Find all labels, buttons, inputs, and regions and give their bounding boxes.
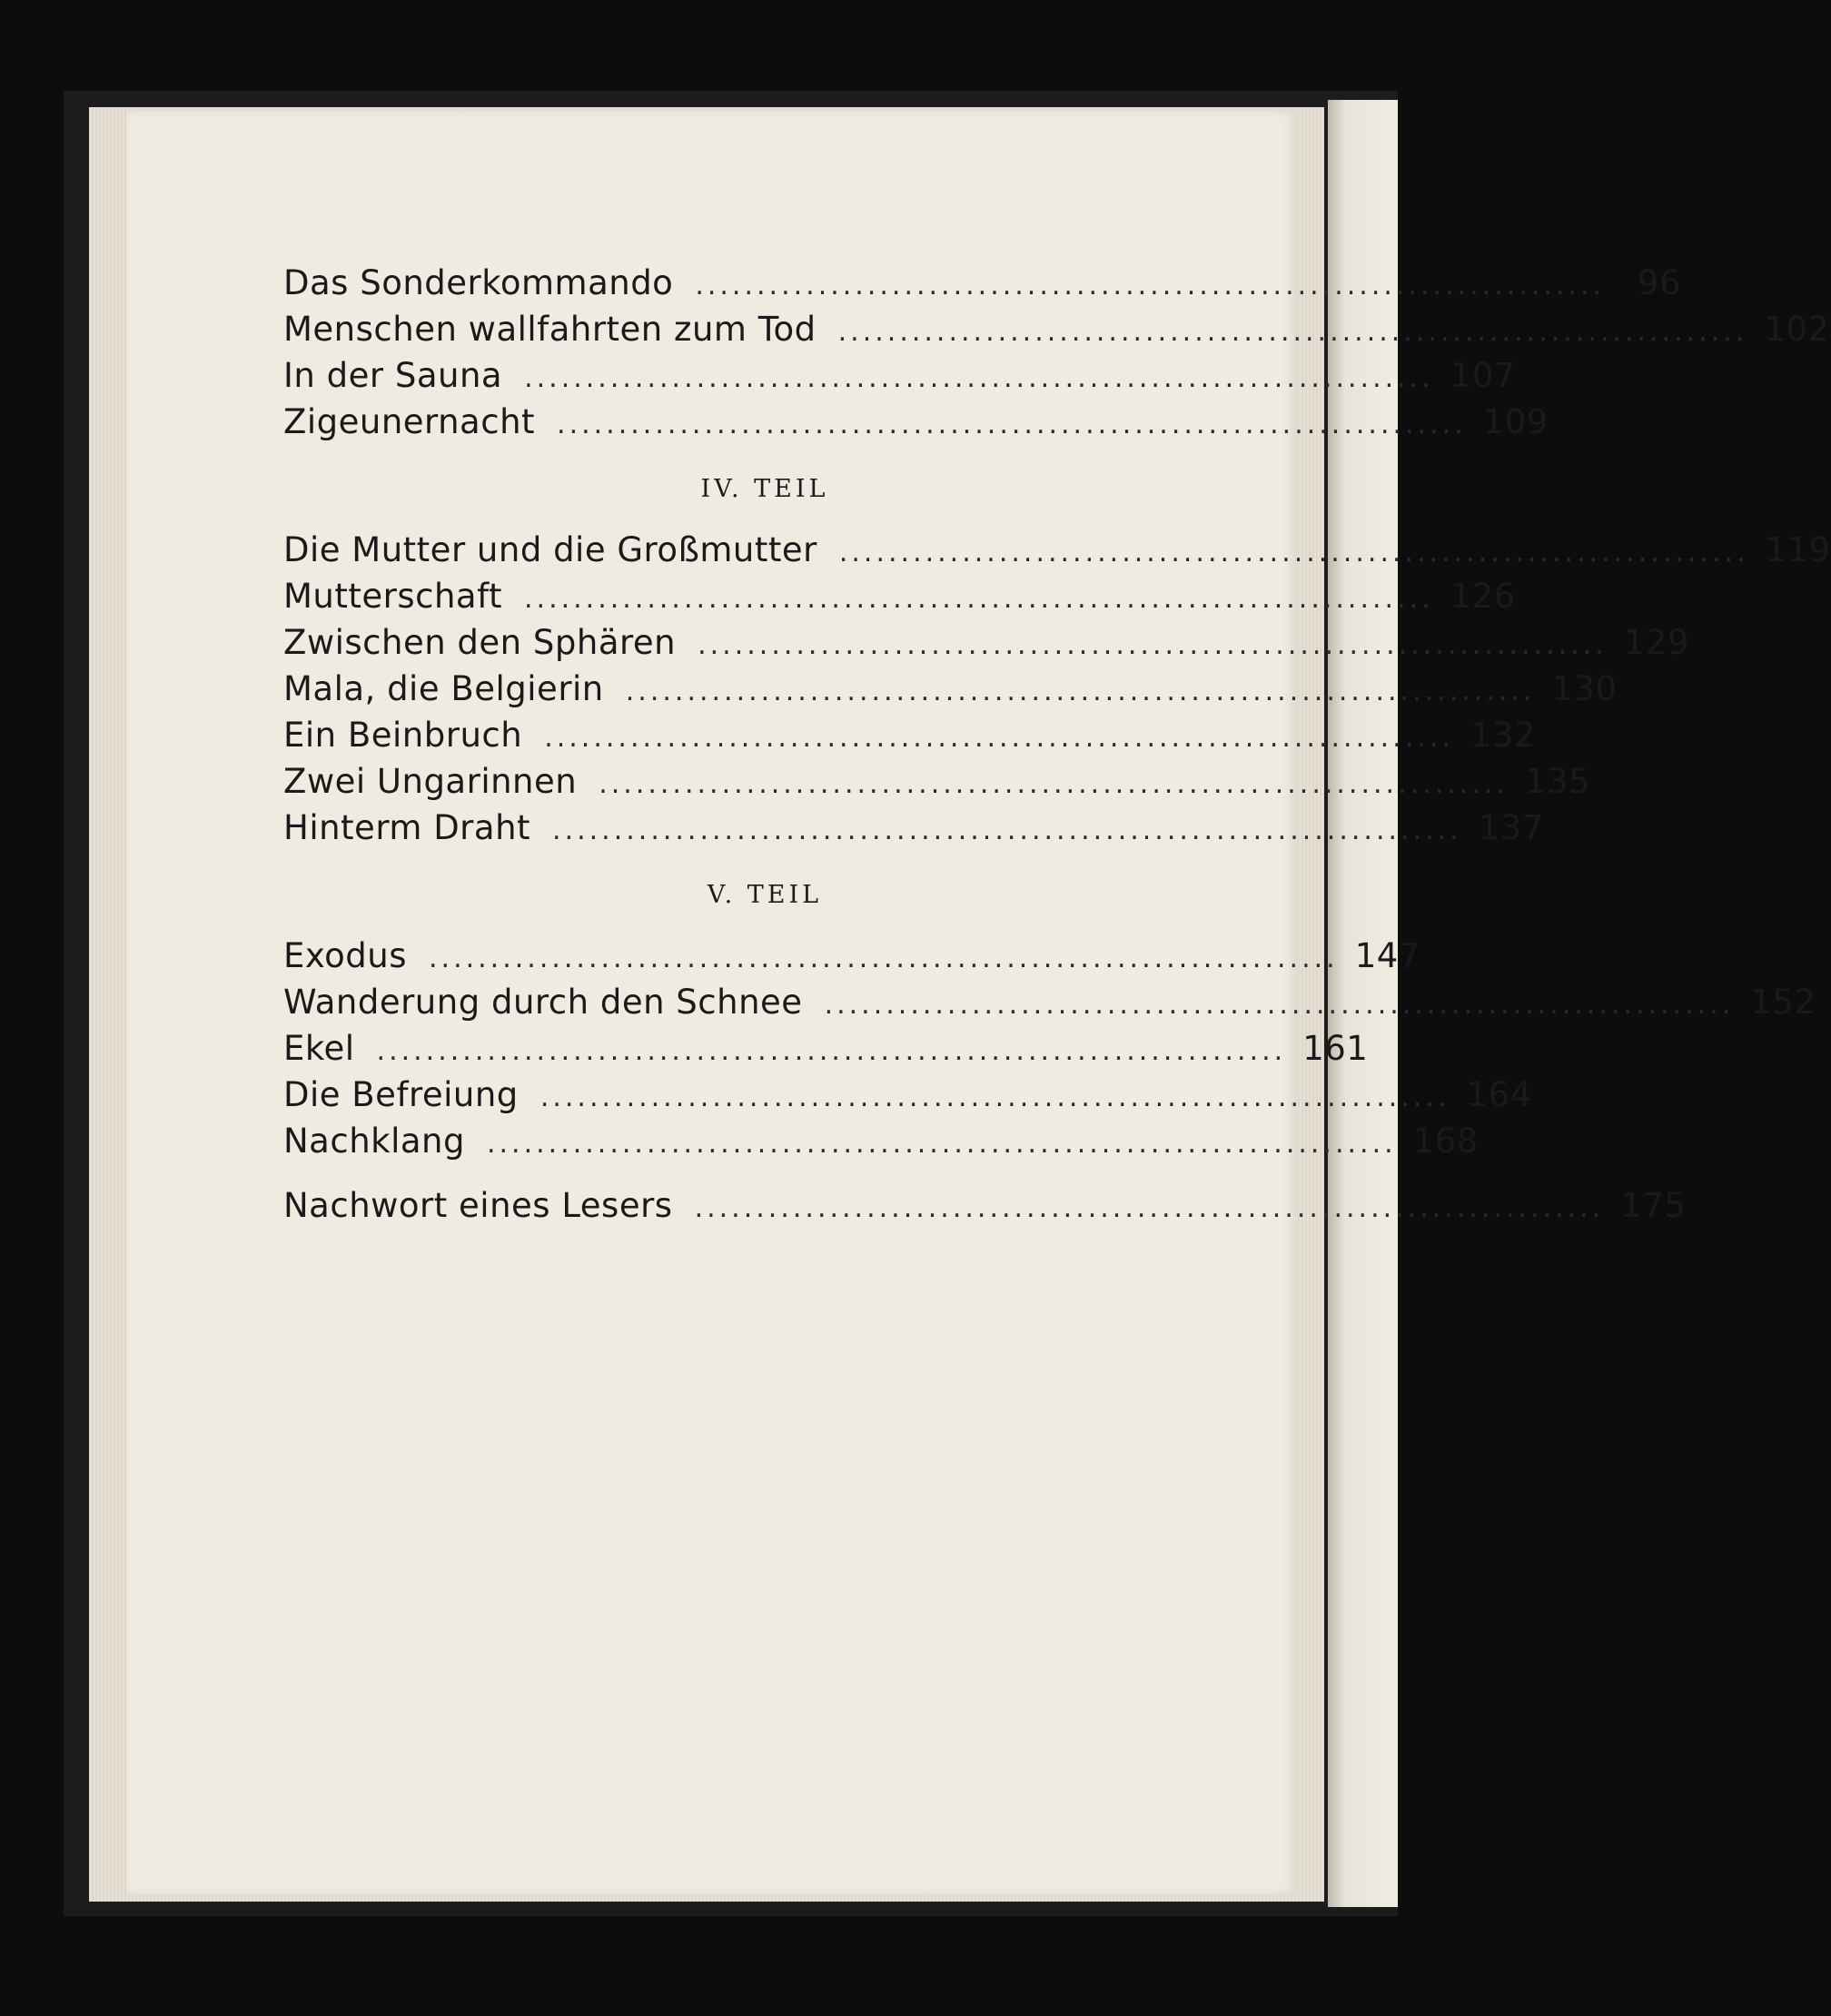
toc-entry	[283, 573, 1516, 619]
toc-entry-page: 126	[1450, 577, 1516, 616]
toc-entry-page: 130	[1551, 669, 1618, 708]
table-of-contents	[283, 260, 1831, 1229]
toc-entry-title: Die Befreiung	[283, 1075, 519, 1114]
dot-leader: ..........................................................................	[376, 1035, 1287, 1067]
toc-entry-title: Ein Beinbruch	[283, 716, 523, 755]
toc-entry	[283, 805, 1544, 851]
toc-entry	[283, 352, 1516, 399]
dot-leader: ..........................................................................	[695, 270, 1606, 301]
toc-entry	[283, 527, 1831, 573]
section-heading: V. TEIL	[707, 881, 823, 909]
dot-leader: ..........................................................................	[544, 722, 1454, 754]
dot-leader: ..........................................................................	[486, 1128, 1397, 1160]
toc-entry-title: Zwischen den Sphären	[283, 623, 677, 662]
toc-entry	[283, 260, 1682, 306]
toc-entry-page: 164	[1466, 1075, 1532, 1114]
spacer	[283, 1164, 1192, 1182]
toc-entry-page: 175	[1620, 1186, 1687, 1225]
toc-entry-page: 152	[1750, 983, 1816, 1022]
toc-entry	[283, 933, 1420, 979]
toc-entry-title: Nachklang	[283, 1122, 465, 1161]
toc-entry	[283, 979, 1816, 1025]
dot-leader: ..........................................................................	[599, 768, 1509, 800]
toc-entry-page: 137	[1478, 808, 1544, 847]
toc-entry	[283, 758, 1591, 805]
toc-entry	[283, 619, 1689, 666]
toc-entry-title: Die Mutter und die Großmutter	[283, 530, 817, 569]
toc-entry-title: Hinterm Draht	[283, 808, 531, 847]
toc-entry	[283, 306, 1830, 352]
toc-entry-page: 161	[1302, 1029, 1369, 1068]
dot-leader: ..........................................................................	[524, 362, 1434, 394]
dot-leader: ..........................................................................	[694, 1192, 1605, 1224]
toc-entry-title: Zigeunernacht	[283, 402, 536, 441]
section-heading: IV. TEIL	[700, 475, 829, 503]
toc-entry	[283, 712, 1536, 758]
toc-entry-page: 102	[1764, 310, 1830, 349]
toc-entry-page: 168	[1412, 1122, 1479, 1161]
toc-entry	[283, 1025, 1369, 1072]
toc-entry-page: 135	[1524, 762, 1591, 801]
toc-entry-title: Menschen wallfahrten zum Tod	[283, 310, 817, 349]
dot-leader: ..........................................................................	[539, 1082, 1450, 1113]
toc-entry	[283, 1072, 1532, 1118]
toc-entry-title: Nachwort eines Lesers	[283, 1186, 673, 1225]
toc-entry-page: 109	[1482, 402, 1549, 441]
toc-entry-title: Ekel	[283, 1029, 355, 1068]
dot-leader: ..........................................................................	[838, 537, 1749, 568]
toc-entry-page: 107	[1450, 356, 1516, 395]
toc-entry-title: In der Sauna	[283, 356, 503, 395]
toc-entry-afterword	[283, 1182, 1687, 1229]
toc-entry-page: 129	[1623, 623, 1689, 662]
toc-entry-page: 147	[1354, 936, 1420, 975]
dot-leader: ..........................................................................	[524, 583, 1434, 615]
toc-entry-page: 132	[1470, 716, 1536, 755]
toc-entry-title: Wanderung durch den Schnee	[283, 983, 803, 1022]
toc-entry-title: Mutterschaft	[283, 577, 502, 616]
toc-entry-page: 119	[1765, 530, 1831, 569]
toc-entry-page: 96	[1637, 263, 1682, 302]
dot-leader: ..........................................................................	[552, 815, 1462, 846]
toc-entry-title: Das Sonderkommando	[283, 263, 674, 302]
dot-leader: ..........................................................................	[837, 316, 1748, 348]
dot-leader: ..........................................................................	[429, 943, 1339, 974]
dot-leader: ..........................................................................	[698, 629, 1608, 661]
dot-leader: ..........................................................................	[625, 676, 1536, 707]
toc-entry-title: Exodus	[283, 936, 407, 975]
toc-entry-title: Zwei Ungarinnen	[283, 762, 578, 801]
toc-entry-title: Mala, die Belgierin	[283, 669, 604, 708]
dot-leader: ..........................................................................	[824, 989, 1735, 1021]
dot-leader: ..........................................................................	[557, 409, 1467, 440]
toc-entry	[283, 666, 1618, 712]
toc-entry	[283, 399, 1549, 445]
toc-entry	[283, 1118, 1479, 1164]
